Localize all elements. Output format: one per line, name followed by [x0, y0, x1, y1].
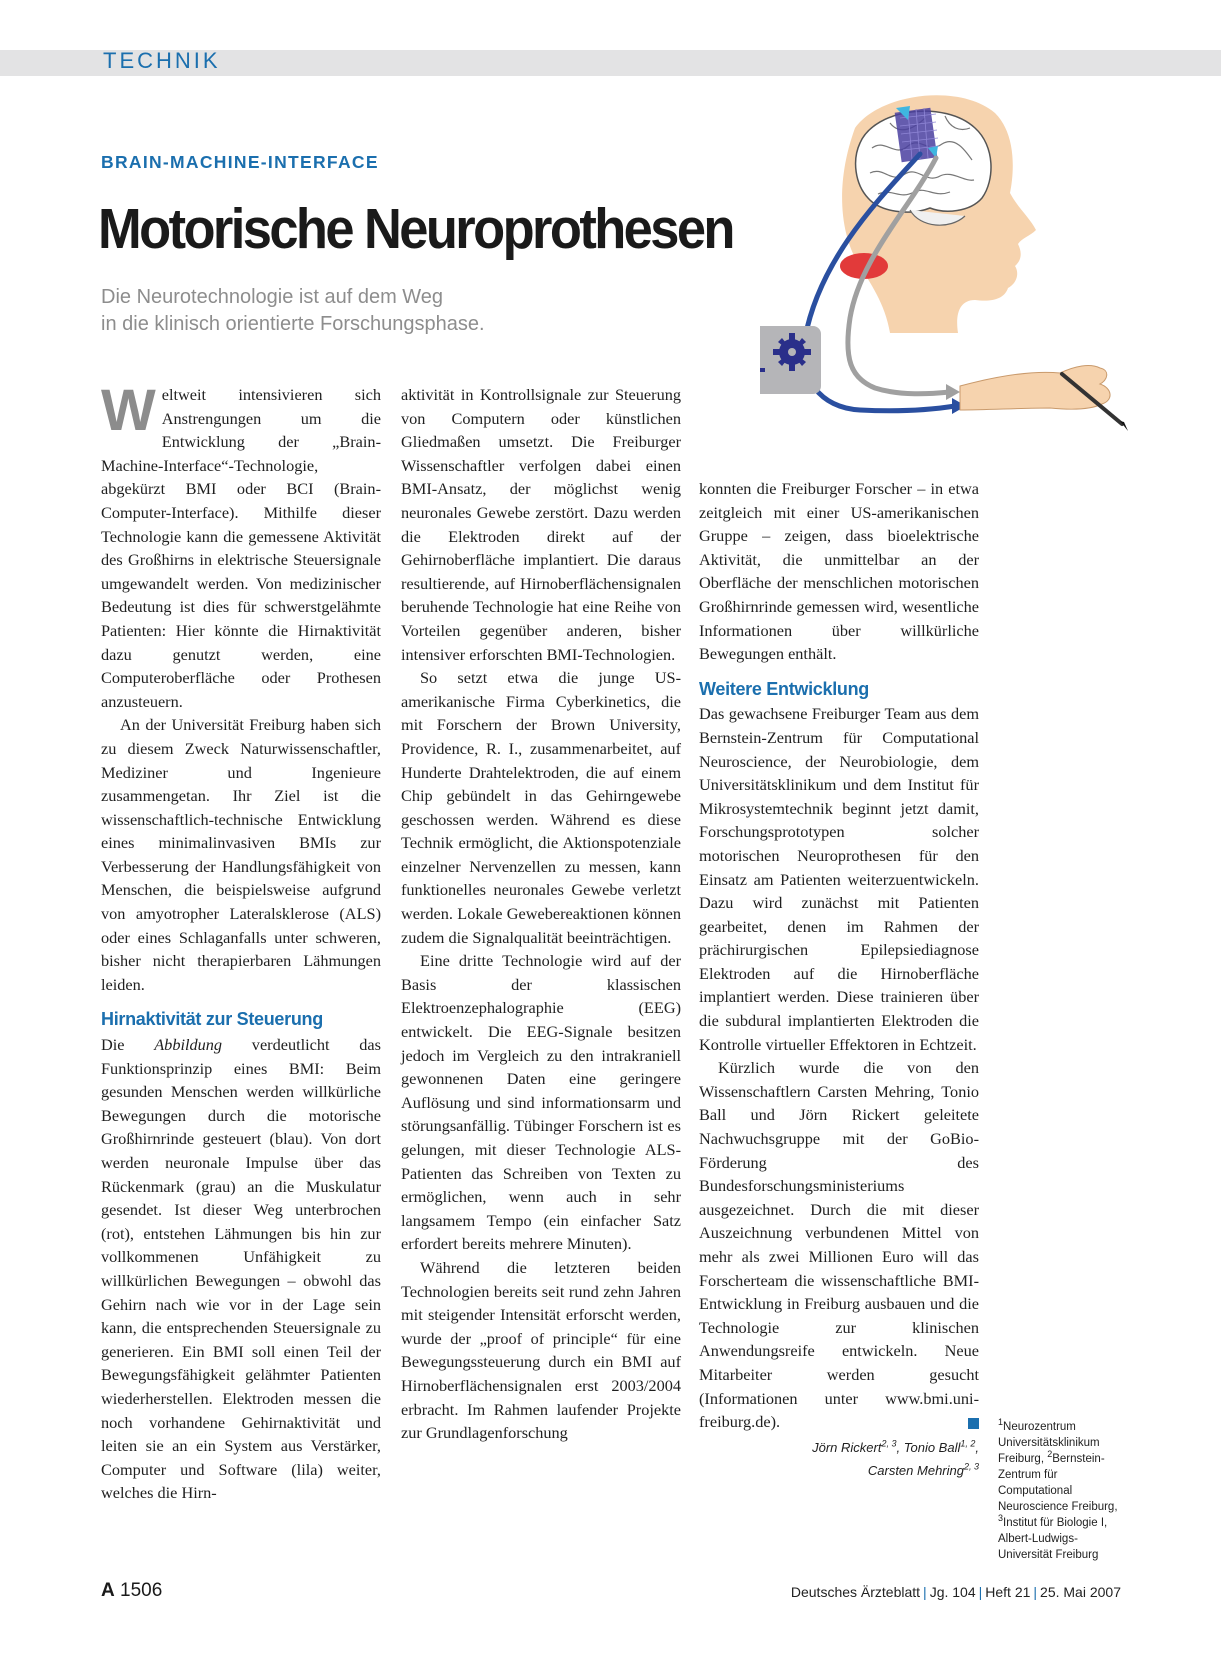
journal-footer: Deutsches Ärzteblatt | Jg. 104 | Heft 21 | 25. Mai 2007	[790, 1584, 1121, 1600]
article-subtitle	[101, 284, 661, 338]
col2-paragraph-4: Während die letzteren beiden Technologien bereits seit rund zehn Jahren mit steigender Intensität erforscht werden, wurde der „proof of principle“ für eine Bewegungssteuerung durch ein BMI auf Hirnoberflächensignalen erst 2003/2004 erbracht. Im Rahmen laufender Projekte zur Grundlagenforschung	[401, 1257, 681, 1443]
bmi-illustration	[760, 88, 1200, 468]
subtitle-line-2: in die klinisch orientierte Forschungsphase.	[101, 313, 485, 335]
journal-date: 25. Mai 2007	[1040, 1584, 1121, 1600]
col2-paragraph-2: So setzt etwa die junge US-amerikanische Firma Cyberkinetics, die mit Forschern der Brown University, Providence, R. I., zusammenarbeitet, auf Hunderte Drahtelektroden, die auf einem Chip gebündelt in das Gehirngewebe geschossen werden. Während es diese Technik ermöglicht, die Aktionspotenziale einzelner Nervenzellen zu messen, kann funktionelles neuronales Gewebe verletzt werden. Lokale Gewebereaktionen können zudem die Signalqualität beeinträchtigen.	[401, 668, 681, 947]
emphasis-abbildung: Abbildung	[154, 1035, 223, 1055]
col2-paragraph-3: Eine dritte Technologie wird auf der Basis der klassischen Elektroenzephalographie (EEG) entwickelt. Die EEG-Signale besitzen jedoch im Vergleich zu den intrakraniell gewonnenen Daten eine geringere Auflösung und sind informationsarm und störungsanfällig. Tübinger Forschern ist es gelungen, mit dieser Technologie ALS-Patienten das Schreiben von Texten zu ermöglichen, wenn auch in sehr langsamem Tempo (ein einfacher Satz erfordert bereits mehrere Minuten).	[401, 951, 681, 1254]
subheading-weitere-entwicklung: Weitere Entwicklung	[699, 678, 870, 699]
col3-paragraph-2: Das gewachsene Freiburger Team aus dem Bernstein-Zentrum für Computational Neuroscience, der Neurobiologie, dem Universitätsklinikum und dem Institut für Mikrosystemtechnik beginnt jetzt damit, Forschungsprototypen solcher motorischen Neuroprothesen für den Einsatz am Patienten weiterzuentwickeln. Dazu wird zunächst mit Patienten gearbeitet, denen im Rahmen der prächirurgischen Epilepsiediagnose Elektroden auf die Hirnoberfläche implantiert werden. Diese trainieren über die subdural implantierten Elektroden die Kontrolle virtueller Effektoren in Echtzeit.	[699, 704, 979, 1054]
column-1	[101, 378, 381, 1505]
col2-paragraph-1: aktivität in Kontrollsignale zur Steuerung von Computern oder künstlichen Gliedmaßen umsetzt. Die Freiburger Wissenschaftler verfolgen dabei einen BMI-Ansatz, der möglichst wenig neuronales Gewebe zerstört. Dazu werden die Elektroden direkt auf der Gehirnoberfläche implantiert. Die daraus resultierende, auf Hirnoberflächensignalen beruhende Technologie hat eine Reihe von Vorteilen gegenüber anderen, bisher intensiver erforschten BMI-Technologien.	[401, 385, 681, 664]
page-number: A 1506	[101, 1580, 163, 1601]
journal-issue: Heft 21	[985, 1584, 1031, 1600]
section-label: TECHNIK	[103, 48, 221, 73]
article-title: Motorische Neuroprothesen	[98, 197, 733, 261]
column-3	[699, 477, 979, 1482]
col3-paragraph-1: konnten die Freiburger Forscher – in etwa zeitgleich mit einer US-amerikanischen Gruppe – zeigen, dass bioelektrische Aktivität, die unmittelbar an der Oberfläche der menschlichen motorischen Großhirnrinde gemessen wird, wesentliche Informationen über willkürliche Bewegungen enthält.	[699, 479, 979, 664]
col1-p1-text: eltweit intensivieren sich Anstrengungen um die Entwicklung der „Brain-Machine-Interface“-Technologie, abgekürzt BMI oder BCI (Brain-Computer-Interface). Mithilfe dieser Technologie kann die gemessene Aktivität des Großhirns in elektrische Steuersignale umgewandelt werden. Von medizinischer Bedeutung ist dies für schwerstgelähmte Patienten: Hier könnte die Hirnaktivität dazu genutzt werden, eine Computeroberfläche oder Prothesen anzusteuern.	[101, 385, 381, 711]
col1-paragraph-3: Die Abbildung verdeutlicht das Funktionsprinzip eines BMI: Beim gesunden Menschen werden willkürliche Bewegungen durch die motorische Großhirnrinde gesteuert (blau). Von dort werden neuronale Impulse über das Rückenmark (grau) an die Muskulatur gesendet. Ist dieser Weg unterbrochen (rot), entstehen Lähmungen bis hin zur vollkommenen Unfähigkeit zu willkürlichen Bewegungen – obwohl das Gehirn nach wie vor in der Lage sein kann, die entsprechenden Steuersignale zu generieren. Ein BMI soll einen Teil der Bewegungsfähigkeit gelähmter Patienten wiederherstellen. Elektroden messen die noch vorhandene Gehirnaktivität und leiten sie an ein System aus Verstärker, Computer und Software (lila) weiter, welches die Hirn-	[101, 1035, 381, 1503]
journal-volume: Jg. 104	[929, 1584, 976, 1600]
affiliations: $^1$Neurozentrum Universitätsklinikum Freiburg, $^2$Bernstein-Zentrum für Computational Neuroscience Freiburg, $^3$Institut für Biologie I, Albert-Ludwigs-Universität Freiburg	[998, 1417, 1118, 1561]
journal-name: Deutsches Ärzteblatt	[790, 1584, 921, 1600]
column-2	[401, 383, 681, 1445]
dropcap: W	[101, 378, 156, 443]
arrow-grey	[946, 384, 960, 400]
col3-paragraph-3: Kürzlich wurde die von den Wissenschaftlern Carsten Mehring, Tonio Ball und Jörn Rickert geleitete Nachwuchsgruppe mit der GoBio-Förderung des Bundesforschungsministeriums ausgezeichnet. Durch die mit dieser Auszeichnung verbundenen Mittel von mehr als zwei Millionen Euro will das Forscherteam die wissenschaftliche BMI-Entwicklung in Freiburg ausbauen und die Technologie zur klinischen Anwendungsreife entwickeln. Neue Mitarbeiter werden gesucht (Informationen unter www.bmi.uni-freiburg.de).	[699, 1058, 979, 1432]
article-kicker: BRAIN-MACHINE-INTERFACE	[101, 152, 379, 172]
author-list: Jörn Rickert$^{2, 3}$, Tonio Ball$^{1, 2}$, Carsten Mehring$^{2, 3}$	[812, 1438, 979, 1478]
author-name: Tonio Ball	[903, 1439, 961, 1455]
col1-paragraph-1	[101, 378, 381, 713]
col1-paragraph-2: An der Universität Freiburg haben sich zu diesem Zweck Naturwissenschaftler, Mediziner und Ingenieure zusammengetan. Ihr Ziel ist die wissenschaftlich-technische Entwicklung eines minimalinvasiven BMIs zur Verbesserung der Handlungsfähigkeit von Menschen, die beispielsweise aufgrund von amyotropher Lateralsklerose (ALS) oder eines Schlaganfalls unter schweren, bisher nicht therapierbaren Lähmungen leiden.	[101, 715, 381, 994]
author-name: Carsten Mehring	[867, 1462, 964, 1478]
end-mark-icon	[968, 1418, 979, 1429]
author-name: Jörn Rickert	[812, 1439, 882, 1455]
subtitle-line-1: Die Neurotechnologie ist auf dem Weg	[101, 286, 444, 308]
hand	[960, 366, 1110, 410]
subheading-hirnaktivitaet: Hirnaktivität zur Steuerung	[101, 1009, 323, 1030]
